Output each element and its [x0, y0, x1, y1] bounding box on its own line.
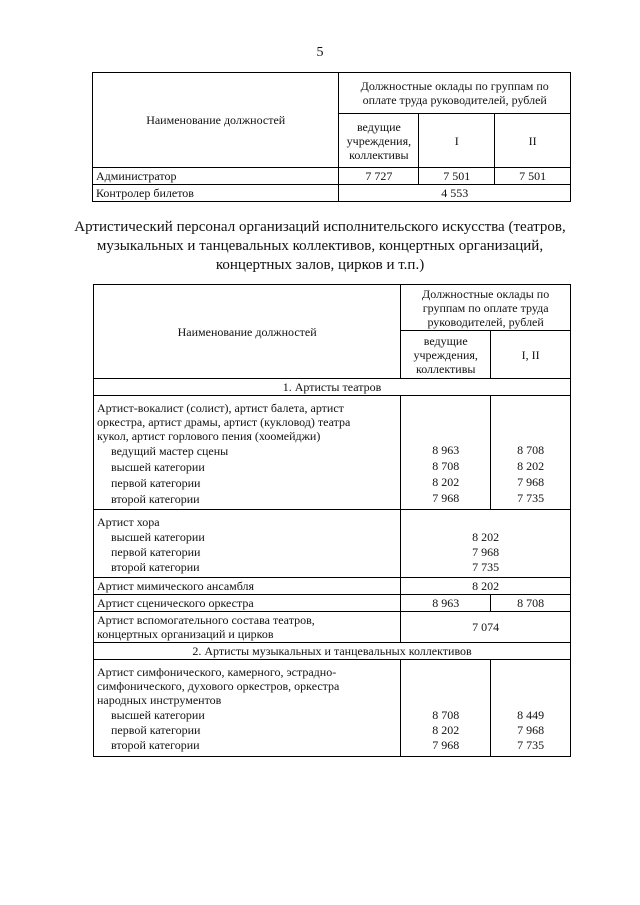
table-row	[93, 168, 571, 185]
value-column	[401, 660, 491, 757]
table-row	[94, 396, 571, 510]
cell-value: 8 202	[432, 723, 460, 737]
column-header-salary-groups: Должностные оклады по группам по оплате труда руководителей, рублей	[339, 73, 571, 114]
cell-value: 8 708	[432, 708, 460, 722]
section-heading: Артистический персонал организаций исполнительского искусства (театров, музыкальных и танцевальных коллективов, концертных организаций, концертных залов, цирков и т.п.)	[74, 219, 566, 273]
row-name-block	[94, 396, 401, 510]
cell-value: 7 727	[339, 168, 419, 185]
value-column	[401, 396, 491, 510]
cell-value: 7 968	[472, 545, 500, 559]
cell-value: 7 501	[495, 168, 571, 185]
section-title: 2. Артисты музыкальных и танцевальных коллективов	[94, 643, 571, 660]
subrow-label: высшей категории	[111, 530, 205, 544]
cell-value: 8 708	[491, 595, 571, 612]
table-row	[94, 660, 571, 757]
page-number: 5	[316, 45, 324, 60]
cell-value: 8 449	[517, 708, 545, 722]
row-name: Артист сценического оркестра	[94, 595, 401, 612]
cell-value: 7 968	[432, 491, 460, 505]
subheader-leading: ведущие учреждения, коллективы	[401, 331, 491, 379]
cell-value: 8 202	[432, 475, 460, 489]
row-name-block	[94, 612, 401, 643]
cell-value: 7 968	[517, 475, 545, 489]
section-title: 1. Артисты театров	[94, 379, 571, 396]
table-row	[94, 578, 571, 595]
row-title-line: народных инструментов	[97, 693, 222, 707]
row-name: Артист мимического ансамбля	[94, 578, 401, 595]
table-row	[93, 185, 571, 202]
cell-value: 7 735	[472, 560, 500, 574]
subheader-leading: ведущие учреждения, коллективы	[339, 114, 419, 168]
subheader-group-1-2: I, II	[491, 331, 571, 379]
table-row	[94, 612, 571, 643]
value-column	[491, 396, 571, 510]
table-row	[94, 595, 571, 612]
subrow-label: второй категории	[111, 560, 200, 574]
cell-value: 8 202	[517, 459, 545, 473]
row-title-line: Артист вспомогательного состава театров,	[97, 613, 315, 627]
column-header-position: Наименование должностей	[93, 73, 339, 168]
subheader-group-2: II	[495, 114, 571, 168]
cell-value: 8 708	[517, 443, 545, 457]
table-row	[94, 510, 571, 578]
subrow-label: высшей категории	[111, 708, 205, 722]
cell-value: 8 963	[432, 443, 460, 457]
salary-table-admin	[92, 72, 571, 202]
cell-value-merged: 7 074	[401, 612, 571, 643]
cell-value: 8 708	[432, 459, 460, 473]
subrow-label: первой категории	[111, 723, 201, 737]
row-title-line: Артист-вокалист (солист), артист балета, артист	[97, 401, 344, 415]
cell-value: 8 202	[472, 530, 500, 544]
cell-value-merged: 8 202	[401, 578, 571, 595]
row-title-line: симфонического, духового оркестров, оркестра	[97, 679, 340, 693]
column-header-position: Наименование должностей	[94, 285, 401, 379]
cell-value: 7 968	[517, 723, 545, 737]
cell-value: 7 501	[419, 168, 495, 185]
salary-table-artists	[93, 284, 571, 757]
row-title-line: Артист симфонического, камерного, эстрадно-	[97, 665, 337, 679]
cell-value: 8 963	[401, 595, 491, 612]
subrow-label: первой категории	[111, 545, 201, 559]
row-title-line: оркестра, артист драмы, артист (кукловод) театра	[97, 415, 351, 429]
subrow-label: второй категории	[111, 492, 200, 506]
row-name-block	[94, 660, 401, 757]
cell-value: 7 735	[517, 738, 545, 752]
subrow-label: второй категории	[111, 738, 200, 752]
subrow-label: высшей категории	[111, 460, 205, 474]
cell-value: 7 735	[517, 491, 545, 505]
column-header-salary-groups: Должностные оклады по группам по оплате труда руководителей, рублей	[401, 285, 571, 331]
subheader-group-1: I	[419, 114, 495, 168]
row-title-line: Артист хора	[97, 515, 160, 529]
cell-value: 7 968	[432, 738, 460, 752]
value-column	[491, 660, 571, 757]
subrow-label: первой категории	[111, 476, 201, 490]
row-title-line: концертных организаций и цирков	[97, 627, 274, 641]
cell-value-merged: 4 553	[339, 185, 571, 202]
row-name-block	[94, 510, 401, 578]
row-name: Контролер билетов	[93, 185, 339, 202]
subrow-label: ведущий мастер сцены	[111, 444, 229, 458]
row-name: Администратор	[93, 168, 339, 185]
row-title-line: кукол, артист горлового пения (хоомейджи)	[97, 429, 321, 443]
value-column-merged	[401, 510, 571, 578]
